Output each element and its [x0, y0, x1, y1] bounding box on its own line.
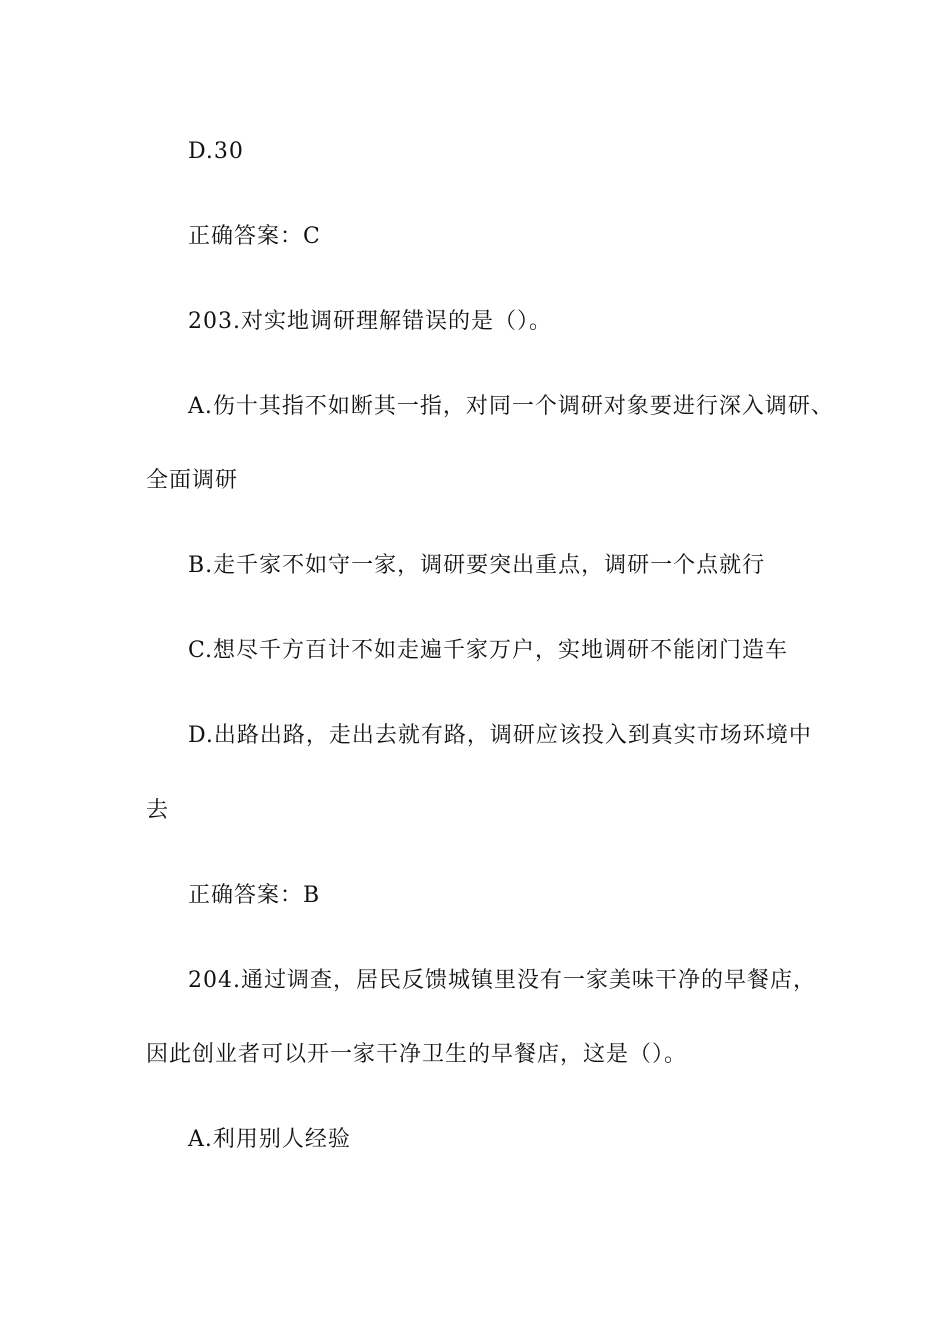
q202-answer: 正确答案：C — [188, 224, 321, 249]
q203-option-a: A.伤十其指不如断其一指，对同一个调研对象要进行深入调研、 — [188, 394, 834, 419]
q203-option-a-continued: 全面调研 — [146, 468, 239, 493]
q203-option-d: D.出路出路，走出去就有路，调研应该投入到真实市场环境中 — [188, 723, 812, 748]
q203-answer: 正确答案：B — [188, 883, 321, 908]
q202-option-d: D.30 — [188, 139, 244, 164]
q204-option-a: A.利用别人经验 — [188, 1127, 351, 1152]
q203-option-d-continued: 去 — [146, 798, 170, 823]
q203-stem: 203.对实地调研理解错误的是（）。 — [188, 309, 552, 334]
q203-option-b: B.走千家不如守一家，调研要突出重点，调研一个点就行 — [188, 553, 766, 578]
q204-stem: 204.通过调查，居民反馈城镇里没有一家美味干净的早餐店， — [188, 968, 816, 993]
q203-option-c: C.想尽千方百计不如走遍千家万户，实地调研不能闭门造车 — [188, 638, 789, 663]
q204-stem-continued: 因此创业者可以开一家干净卫生的早餐店，这是（）。 — [146, 1042, 688, 1067]
